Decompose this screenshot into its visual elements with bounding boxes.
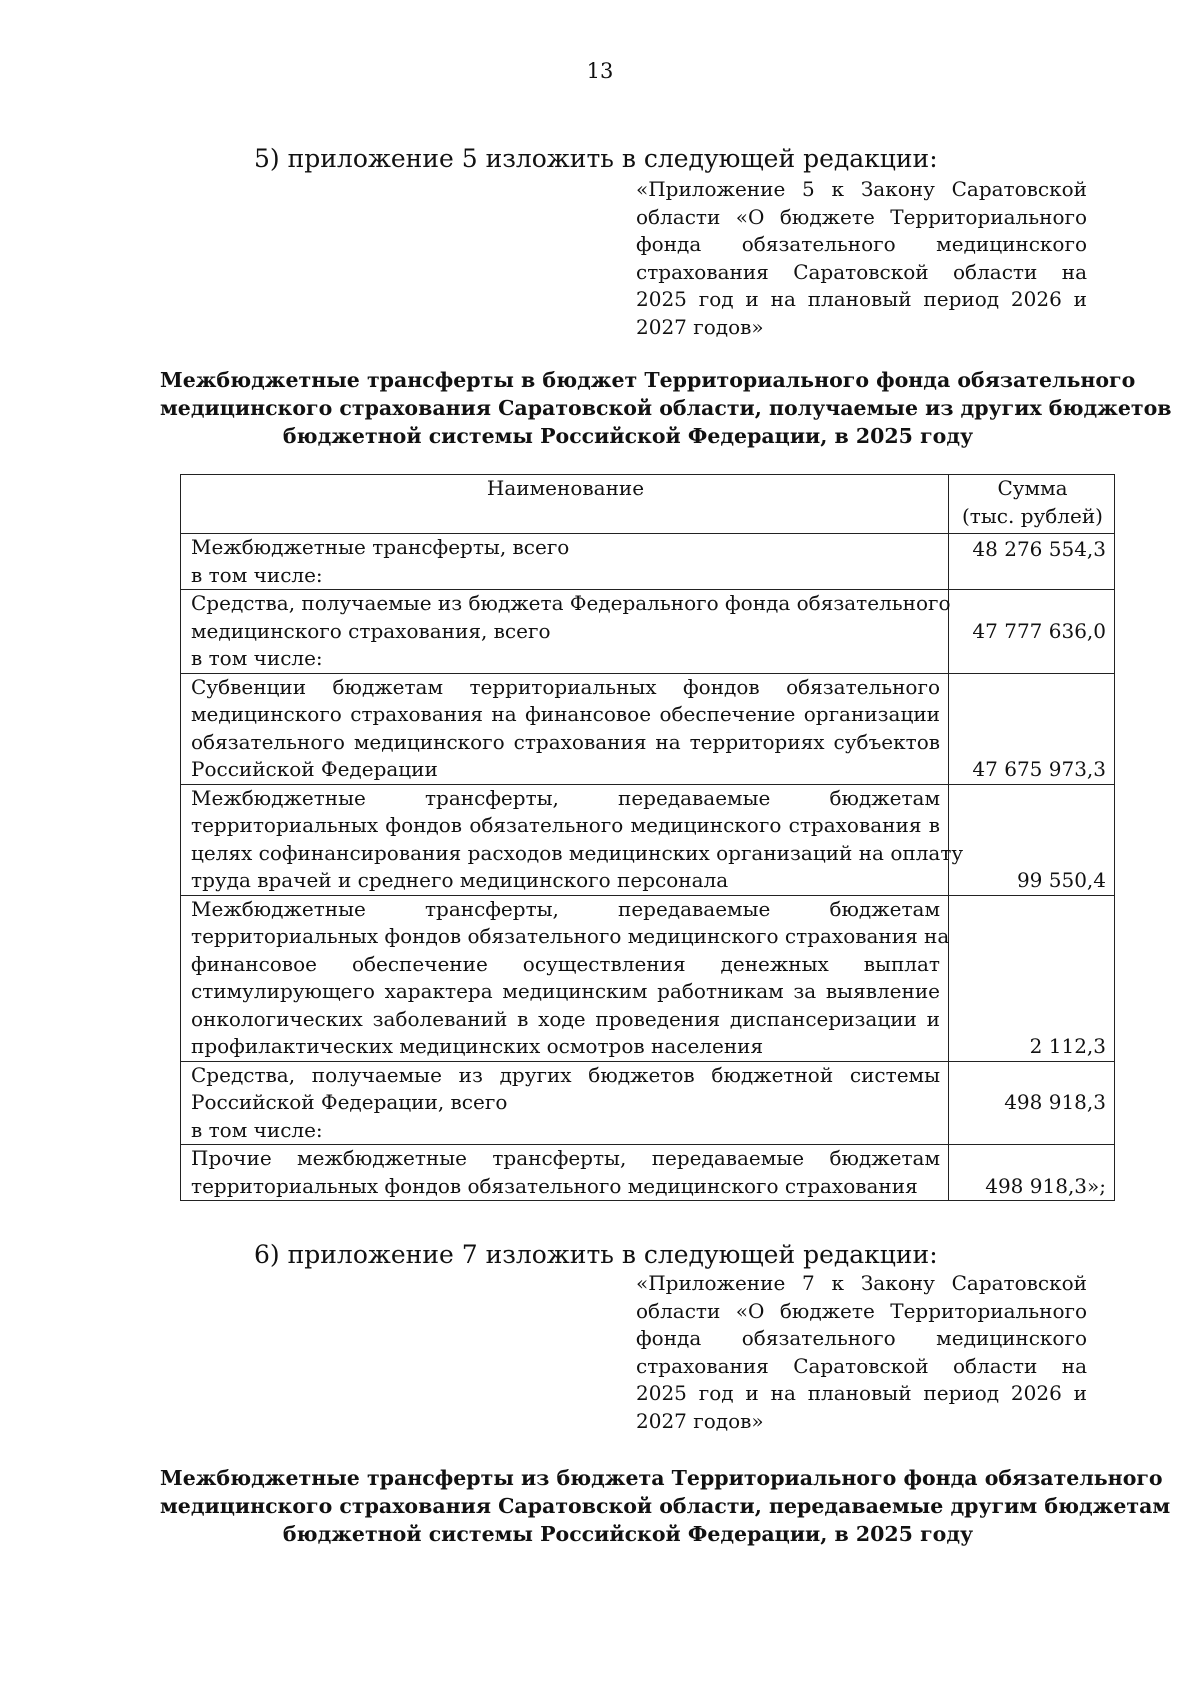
page-number: 13 <box>586 59 614 83</box>
row-sum-cell: 48 276 554,3 <box>949 534 1115 590</box>
row-name-line: медицинского страхования на финансовое обеспечение организации <box>191 702 940 726</box>
table-5-title <box>160 366 1172 450</box>
row-name-line: Российской Федерации <box>191 757 438 781</box>
row-name-line: Прочие межбюджетные трансферты, передаваемые бюджетам <box>191 1146 940 1170</box>
row-name-line: труда врачей и среднего медицинского персонала <box>191 868 729 892</box>
appendix-7-note <box>636 1270 1087 1435</box>
row-sum-cell: 47 675 973,3 <box>949 673 1115 784</box>
row-name-line: Субвенции бюджетам территориальных фондов обязательного <box>191 674 940 699</box>
row-name-cell <box>181 895 949 1061</box>
row-name-cell <box>181 534 949 590</box>
row-name-line: обязательного медицинского страхования на территориях субъектов <box>191 729 940 754</box>
appendix-note-line: 2027 годов» <box>636 1408 764 1433</box>
appendix-note-line: области «О бюджете Территориального <box>636 1298 1087 1323</box>
table-title-line: Межбюджетные трансферты из бюджета Территориального фонда обязательного <box>160 1466 1163 1490</box>
row-name-cell <box>181 784 964 895</box>
header-sum-cell <box>949 475 1115 534</box>
table-row <box>181 1145 1115 1201</box>
appendix-note-line: страхования Саратовской области на <box>636 1353 1087 1378</box>
row-name-line: Средства, получаемые из бюджета Федерального фонда обязательного <box>191 591 951 615</box>
row-sum-cell: 2 112,3 <box>949 895 1115 1061</box>
appendix-note-line: страхования Саратовской области на <box>636 259 1087 284</box>
row-name-cell <box>181 673 949 784</box>
row-name-line: профилактических медицинских осмотров населения <box>191 1034 764 1058</box>
row-sum-cell: 498 918,3»; <box>949 1145 1115 1201</box>
appendix-note-line: «Приложение 7 к Закону Саратовской <box>636 1271 1087 1295</box>
appendix-note-line: 2025 год и на плановый период 2026 и <box>636 1381 1087 1405</box>
table-header-row <box>181 475 1115 534</box>
appendix-note-line: «Приложение 5 к Закону Саратовской <box>636 177 1087 201</box>
row-sum-cell: 99 550,4 <box>949 784 1115 895</box>
row-name-line: финансовое обеспечение осуществления денежных выплат <box>191 951 940 976</box>
table-row <box>181 673 1115 784</box>
row-name-line: Межбюджетные трансферты, передаваемые бюджетам <box>191 896 940 921</box>
table-row <box>181 784 1115 895</box>
row-name-line: территориальных фондов обязательного медицинского страхования на <box>191 924 950 948</box>
table-row <box>181 895 1115 1061</box>
transfers-table <box>180 474 1115 1201</box>
row-name-line: целях софинансирования расходов медицинских организаций на оплату <box>191 840 964 865</box>
row-name-cell <box>181 1061 949 1145</box>
table-row <box>181 534 1115 590</box>
table-title-line: бюджетной системы Российской Федерации, в 2025 году <box>282 424 974 448</box>
appendix-note-line: 2027 годов» <box>636 314 764 339</box>
appendix-note-line: 2025 год и на плановый период 2026 и <box>636 287 1087 311</box>
row-name-line: онкологических заболеваний в ходе проведения диспансеризации и <box>191 1006 940 1031</box>
table-title-line: медицинского страхования Саратовской области, получаемые из других бюджетов <box>160 396 1172 420</box>
row-name-line: в том числе: <box>191 1117 323 1142</box>
row-name-line: территориальных фондов обязательного медицинского страхования <box>191 1173 918 1198</box>
row-name-line: Межбюджетные трансферты, передаваемые бюджетам <box>191 785 940 810</box>
section-6-heading: 6) приложение 7 изложить в следующей редакции: <box>254 1240 938 1269</box>
section-5-heading: 5) приложение 5 изложить в следующей редакции: <box>254 144 938 173</box>
appendix-5-note <box>636 176 1087 341</box>
row-name-line: территориальных фондов обязательного медицинского страхования в <box>191 813 940 837</box>
appendix-note-line: фонда обязательного медицинского <box>636 232 1087 256</box>
table-row <box>181 1061 1115 1145</box>
row-name-line: Межбюджетные трансферты, всего <box>191 535 570 559</box>
header-sum-label: Сумма <box>997 476 1068 500</box>
table-title-line: бюджетной системы Российской Федерации, в 2025 году <box>282 1522 974 1546</box>
row-name-line: в том числе: <box>191 562 323 587</box>
row-name-line: стимулирующего характера медицинским работникам за выявление <box>191 979 940 1003</box>
table-title-line: медицинского страхования Саратовской области, передаваемые другим бюджетам <box>160 1494 1171 1518</box>
row-sum-cell: 498 918,3 <box>949 1061 1115 1145</box>
row-name-cell <box>181 590 949 674</box>
table-title-line: Межбюджетные трансферты в бюджет Территориального фонда обязательного <box>160 368 1136 392</box>
table-7-title <box>160 1464 1171 1548</box>
row-name-line: медицинского страхования, всего <box>191 618 551 643</box>
header-name-cell: Наименование <box>181 475 949 534</box>
appendix-note-line: фонда обязательного медицинского <box>636 1326 1087 1350</box>
row-sum-cell: 47 777 636,0 <box>949 590 1115 674</box>
row-name-line: в том числе: <box>191 646 323 670</box>
appendix-note-line: области «О бюджете Территориального <box>636 204 1087 229</box>
row-name-line: Средства, получаемые из других бюджетов бюджетной системы <box>191 1062 940 1087</box>
row-name-cell <box>181 1145 949 1201</box>
row-name-line: Российской Федерации, всего <box>191 1090 508 1114</box>
table-row <box>181 590 1115 674</box>
header-sum-unit: (тыс. рублей) <box>962 503 1103 528</box>
